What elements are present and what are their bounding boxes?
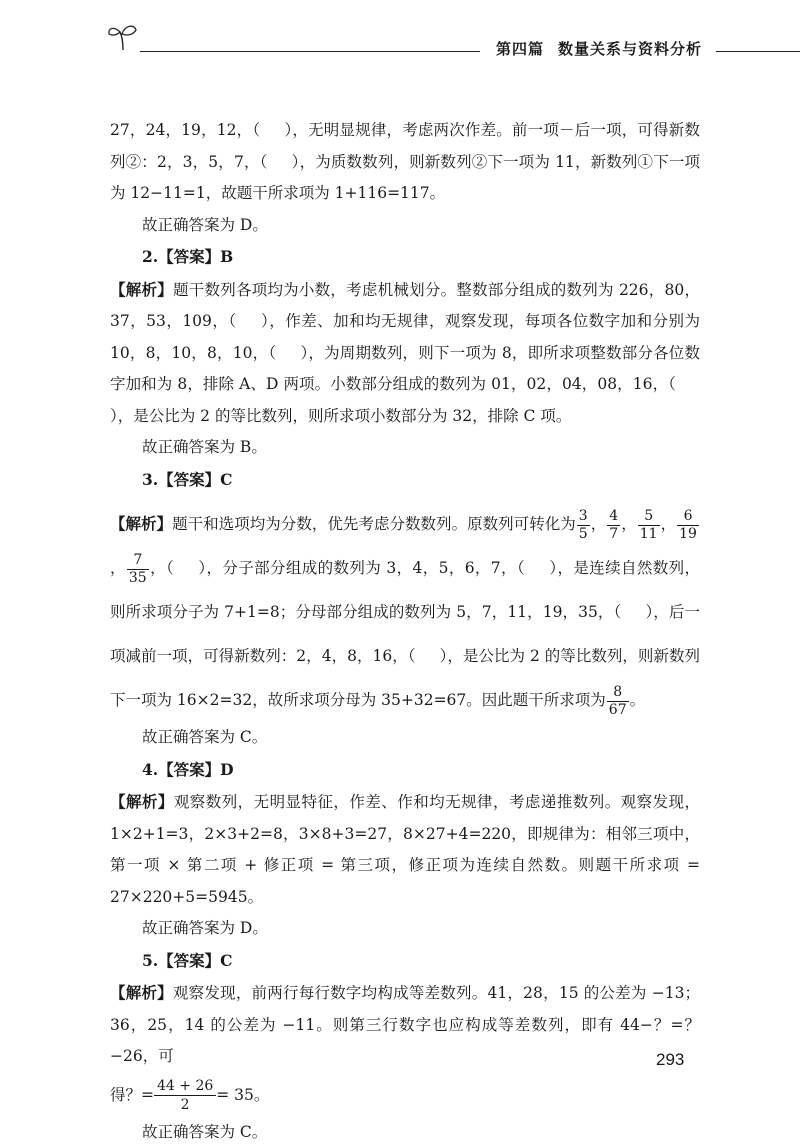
analysis-4: 【解析】观察数列，无明显特征，作差、作和均无规律，考虑递推数列。观察发现，1×2+1=3，2×3+2=8，3×8+3=27，8×27+4=220，即规律为：相邻三项中，第一项 × 第二项 + 修正项 = 第三项，修正项为连续自然数。则题干所求项 = 27×220+5=5945。	[110, 786, 700, 913]
header-rule-right	[716, 51, 800, 52]
conclusion-4: 故正确答案为 D。	[110, 913, 700, 945]
fraction-4-7: $\frac{4}{7}$	[607, 508, 620, 543]
page-header	[0, 0, 800, 70]
continuation-paragraph: 27，24，19，12，（ ），无明显规律，考虑两次作差。前一项－后一项，可得新数列②：2，3，5，7，（ ），为质数数列，则新数列②下一项为 11，新数列①下一项为 12−11=1，故题干所求项为 1+116=117。	[110, 115, 700, 210]
page-content	[110, 115, 700, 1148]
running-title	[496, 38, 712, 59]
conclusion-5: 故正确答案为 C。	[110, 1117, 700, 1148]
conclusion-3: 故正确答案为 C。	[110, 722, 700, 754]
conclusion-1: 故正确答案为 D。	[110, 210, 700, 242]
answer-heading-3: 3.【答案】C	[110, 464, 700, 497]
analysis-5: 【解析】观察发现，前两行每行数字均构成等差数列。41，28，15 的公差为 −13；36，25，14 的公差为 −11。则第三行数字也应构成等差数列，即有 44−？=？−26，可	[110, 977, 700, 1073]
page-number: 293	[656, 1050, 684, 1070]
answer-heading-5: 5.【答案】C	[110, 945, 700, 978]
fraction-7-35: $\frac{7}{35}$	[127, 552, 149, 587]
sprout-icon	[106, 22, 140, 52]
fraction-6-19: $\frac{6}{19}$	[677, 508, 699, 543]
analysis-3: 【解析】题干和选项均为分数，优先考虑分数数列。原数列可转化为 $\frac{3}{5}$ ， $\frac{4}{7}$ ， $\frac{5}{11}$ ， $\frac{6}{19}$ ， $\frac{7}{35}$ ，（ ），分子部分组成的数列为 3，4，5，6，7，（ ），是连续自然数列，则所求项分子为 7+1=8；分母部分组成的数列为 5，7，11，19，35，（ ），后一项减前一项，可得新数列：2，4，8，16，（ ），是公比为 2 的等比数列，则新数列下一项为 16×2=32，故所求项分母为 35+32=67。因此题干所求项为 $\frac{8}{67}$ 。	[110, 502, 700, 722]
answer-heading-4: 4.【答案】D	[110, 754, 700, 787]
analysis-2: 【解析】题干数列各项均为小数，考虑机械划分。整数部分组成的数列为 226，80，37，53，109，（ ），作差、加和均无规律，观察发现，每项各位数字加和分别为 10，8，10，8，10，（ ），为周期数列，则下一项为 8，即所求项整数部分各位数字加和为 8，排除 A、D 两项。小数部分组成的数列为 01，02，04，08，16，（），是公比为 2 的等比数列，则所求项小数部分为 32，排除 C 项。	[110, 274, 700, 433]
fraction-5-11: $\frac{5}{11}$	[638, 508, 660, 543]
conclusion-2: 故正确答案为 B。	[110, 432, 700, 464]
header-rule-left	[140, 51, 480, 52]
fraction-3-5: $\frac{3}{5}$	[577, 508, 590, 543]
answer-heading-2: 2.【答案】B	[110, 241, 700, 274]
chapter-label: 第四篇	[496, 40, 544, 58]
section-label: 数量关系与资料分析	[558, 40, 702, 58]
fraction-8-67: $\frac{8}{67}$	[607, 684, 629, 719]
formula-fraction: $\frac{44 + 26}{2}$	[154, 1077, 216, 1114]
formula-5: 得？= $\frac{44 + 26}{2}$ = 35。	[110, 1073, 700, 1117]
